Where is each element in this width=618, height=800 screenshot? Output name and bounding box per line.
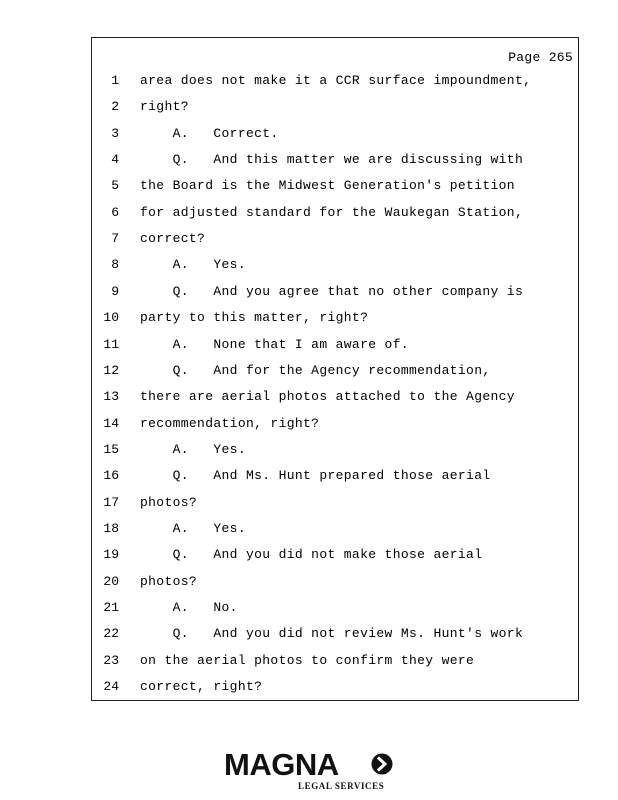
line-text: correct? [140,231,206,247]
logo-subtitle: LEGAL SERVICES [298,781,385,791]
transcript-line [92,572,578,592]
logo-wordmark: MAGNA [224,747,339,782]
transcript-line [92,440,578,460]
arrow-circle-icon [371,753,393,775]
transcript-line [92,150,578,170]
line-number: 7 [111,231,119,247]
transcript-line [92,71,578,91]
transcript-line [92,387,578,407]
line-number: 14 [103,415,119,431]
line-number: 19 [103,547,119,563]
line-number: 15 [103,441,119,457]
transcript-page [91,37,579,701]
line-text: the Board is the Midwest Generation's petition [140,178,515,194]
line-number: 11 [103,336,119,352]
transcript-line [92,361,578,381]
line-text: Q. And you did not make those aerial [140,547,483,563]
line-number: 17 [103,494,119,510]
line-text: on the aerial photos to confirm they were [140,652,475,668]
line-text: A. Correct. [140,125,279,141]
transcript-line [92,97,578,117]
line-text: A. Yes. [140,520,246,536]
line-text: Q. And you agree that no other company is [140,283,524,299]
transcript-line [92,124,578,144]
line-number: 23 [103,652,119,668]
line-text: correct, right? [140,679,263,695]
transcript-line [92,598,578,618]
line-text: area does not make it a CCR surface impoundment, [140,73,532,88]
transcript-line [92,493,578,513]
line-number: 6 [111,204,119,220]
line-number: 13 [103,389,119,405]
line-text: A. Yes. [140,441,246,457]
line-text: photos? [140,573,198,589]
transcript-line [92,466,578,486]
page-number: Page 265 [508,50,573,65]
line-text: right? [140,99,189,115]
line-text: A. No. [140,600,238,615]
line-number: 16 [103,468,119,484]
line-number: 9 [111,283,119,299]
line-number: 1 [111,73,119,88]
transcript-line [92,282,578,302]
transcript-line [92,335,578,355]
line-number: 12 [103,362,119,378]
transcript-line [92,229,578,249]
line-text: Q. And Ms. Hunt prepared those aerial [140,468,491,484]
line-number: 5 [111,178,119,194]
transcript-line [92,519,578,539]
line-text: there are aerial photos attached to the Agency [140,389,515,405]
line-number: 8 [111,257,119,273]
line-text: A. Yes. [140,257,246,273]
magna-logo [224,748,404,794]
line-number: 10 [103,310,119,326]
line-number: 2 [111,99,119,115]
transcript-line [92,203,578,223]
line-text: for adjusted standard for the Waukegan Station, [140,204,524,220]
line-text: Q. And for the Agency recommendation, [140,362,491,378]
line-text: Q. And this matter we are discussing with [140,152,524,168]
line-number: 4 [111,152,119,168]
transcript-line [92,624,578,644]
transcript-line [92,308,578,328]
line-number: 3 [111,125,119,141]
transcript-line [92,677,578,697]
line-text: recommendation, right? [140,415,320,431]
line-number: 20 [103,573,119,589]
transcript-line [92,255,578,275]
line-text: party to this matter, right? [140,310,369,326]
transcript-line [92,651,578,671]
line-text: photos? [140,494,198,510]
line-text: Q. And you did not review Ms. Hunt's work [140,626,524,642]
transcript-line [92,176,578,196]
line-number: 21 [103,600,119,615]
line-number: 22 [103,626,119,642]
transcript-line [92,414,578,434]
transcript-line [92,545,578,565]
line-text: A. None that I am aware of. [140,336,409,352]
line-number: 24 [103,679,119,695]
line-number: 18 [103,520,119,536]
